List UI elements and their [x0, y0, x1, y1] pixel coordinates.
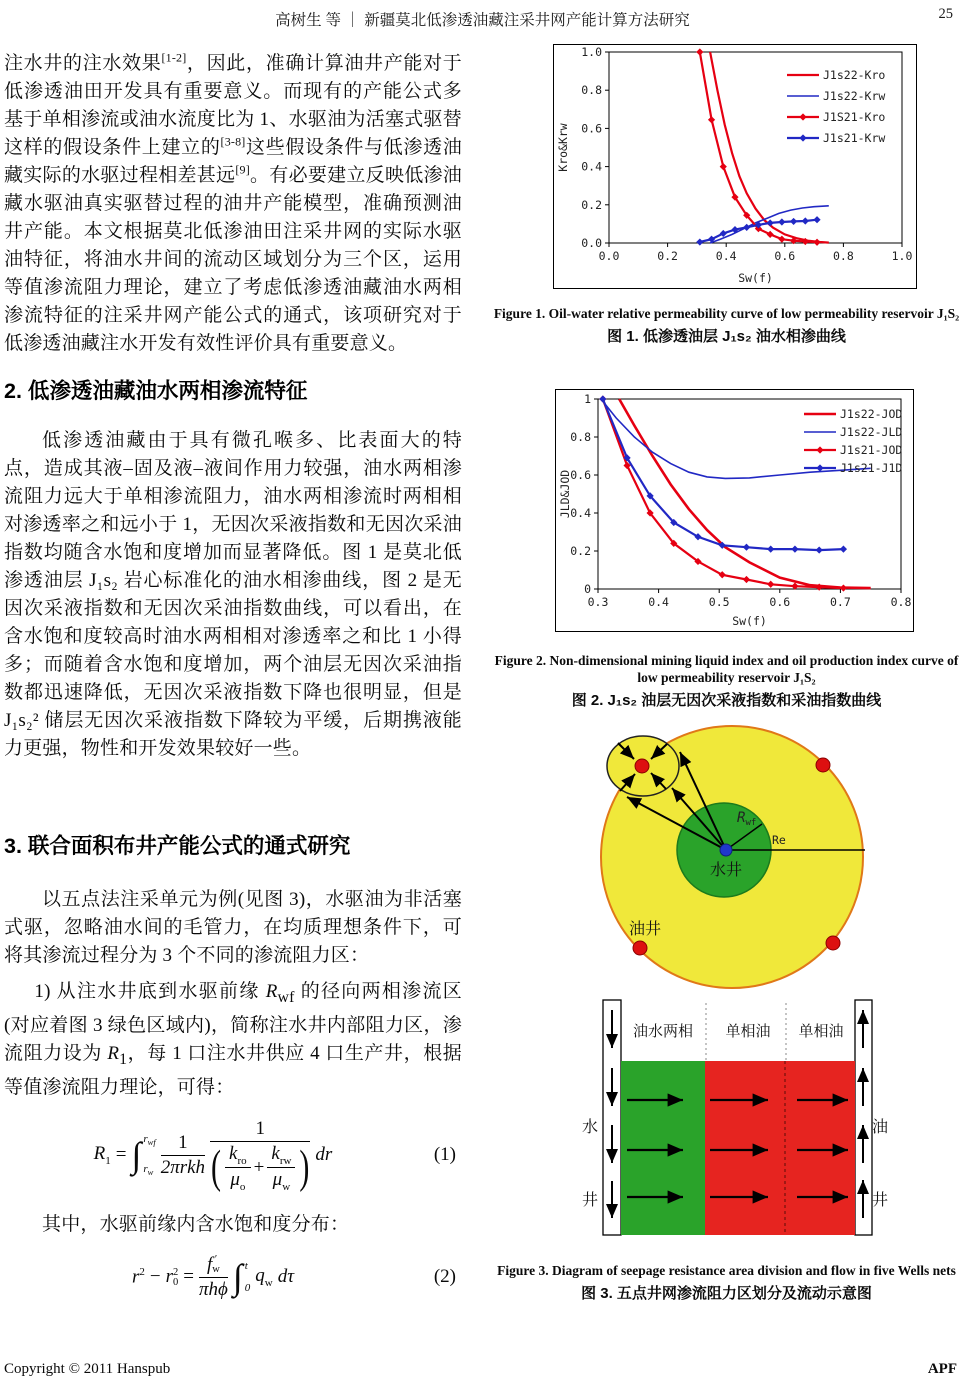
well-label: 井: [581, 1192, 599, 1209]
figure-3-diagram: [490, 718, 965, 1263]
citation-ref: [1-2]: [161, 50, 187, 65]
eq2-lhs: $r^2$: [132, 1266, 145, 1288]
oil-well-dot: [635, 759, 649, 773]
svg-text:0: 0: [584, 582, 591, 596]
fraction: $\frac{1}{\text{2πrkh}}$: [160, 1131, 206, 1178]
paragraph-section3: 以五点法注采单元为例(见图 3)，水驱油为非活塞式驱，忽略油水间的毛管力，在均质理想条件下，可将其渗流过程分为 3 个不同的渗流阻力区：: [4, 889, 462, 966]
minus-sign: −: [149, 1266, 161, 1288]
equation-1: [4, 1118, 462, 1194]
svg-text:0.0: 0.0: [598, 249, 620, 263]
section-heading-2: 2. 低渗透油藏油水两相渗流特征: [4, 379, 308, 403]
math-var: R: [107, 1042, 120, 1064]
svg-text:0.2: 0.2: [581, 197, 602, 212]
paragraph-text: 的径向两相渗流区(对应着图 3 绿色区域内)，简称注水井内部阻力区，渗流阻力设为: [4, 981, 462, 1064]
water-well-label: 水井: [709, 862, 743, 879]
equation-2: [4, 1249, 462, 1305]
text-column: [4, 50, 462, 1305]
fraction: $\frac{k_{ro}}{\mu_o}$: [225, 1143, 251, 1194]
paragraph-eq2-lead: 其中，水驱前缘内含水饱和度分布：: [42, 1214, 350, 1236]
svg-text:1: 1: [584, 392, 591, 406]
paragraph-section2: 低渗透油藏由于具有微孔喉多、比表面大的特点，造成其液–固及液–液间作用力较强，油水两相渗流阻力远大于单相渗流阻力，油水两相渗流时两相相对渗透率之和远小于 1，无因次采液指数和无因次采油指数均随含水饱和度增加而显著降低。图 1 是莫北低渗透油层 J₁s₂ 岩心标准化的油水相渗曲线，图 2 是无因次采液指数和无因次采油指数曲线，可以看出，在含水饱和度较高时油水两相相对渗透率之和比 1 小得多；而随着含水饱和度增加，两个油层无因次采油指数都迅速降低，无因次采液指数下降也很明显，但是 J₁s₂² 储层无因次采液指数下降较为平缓，后期携液能力更强，物性和开发效果较好一些。: [4, 430, 462, 759]
integral-bounds: $r_{wf}$ $r_w$: [143, 1133, 156, 1178]
equation-number: (1): [433, 1144, 456, 1166]
svg-text:J1s22-JOD: J1s22-JOD: [840, 407, 903, 421]
eq1-lhs: $R_1$: [93, 1143, 111, 1168]
citation-ref: [3-8]: [220, 134, 246, 149]
svg-text:0.8: 0.8: [833, 249, 854, 263]
equation-number: (2): [433, 1266, 456, 1288]
svg-text:J1s21-Krw: J1s21-Krw: [823, 131, 886, 145]
math-sub: 1: [119, 1050, 128, 1068]
eq2-lhs2: r 2 0: [165, 1266, 179, 1288]
figure-3-caption: [488, 1262, 965, 1303]
svg-text:0.2: 0.2: [657, 249, 678, 263]
single-phase-oil-zone-rect: [705, 1061, 855, 1235]
svg-text:0.8: 0.8: [581, 83, 602, 98]
figure-2-chart: [555, 389, 914, 632]
figure-1-chart: [553, 44, 917, 289]
running-header: 高树生 等 ｜ 新疆莫北低渗透油藏注采井网产能计算方法研究: [275, 12, 690, 29]
figure-2-caption-en: Figure 2. Non-dimensional mining liquid index and oil production index curve of low permeability reservoir J₁S₂: [494, 653, 959, 685]
water-injection-well-dot: [720, 844, 732, 856]
svg-text:0.6: 0.6: [774, 249, 796, 263]
fraction: 1 ( $\frac{k_{ro}}{\mu_o}$ + $\frac{k_{rw}}{\mu_w}$ ): [211, 1117, 310, 1194]
svg-text:0.6: 0.6: [581, 121, 602, 136]
paragraph-zone1: [4, 978, 462, 1102]
figure-3-caption-en: Figure 3. Diagram of seepage resistance area division and flow in five Wells nets: [497, 1263, 956, 1278]
paragraph-text: ，因此，准确计算油井产能对于低渗透油田开发具有重要意义。而现有的产能公式多基于单相渗流或油水流度比为 1、水驱油为活塞式驱替这样的假设条件上建立的: [4, 53, 462, 158]
svg-text:0.4: 0.4: [715, 249, 737, 263]
differential: dτ: [277, 1266, 294, 1288]
rwf-label: $R_{wf}$: [737, 810, 757, 828]
journal-tag: APF: [927, 1361, 957, 1377]
integral-sign: ∫: [232, 1257, 243, 1298]
figure-1-caption-cn: 图 1. 低渗透油层 J₁s₂ 油水相渗曲线: [607, 328, 846, 345]
figure-1-caption-en: Figure 1. Oil-water relative permeability curve of low permeability reservoir J₁S₂: [493, 306, 960, 321]
svg-text:0.4: 0.4: [648, 595, 669, 609]
svg-text:J1s22-Kro: J1s22-Kro: [823, 68, 886, 82]
oil-label: 油: [871, 1119, 889, 1136]
figure-2-caption: [488, 652, 965, 710]
svg-text:0.4: 0.4: [581, 159, 602, 174]
fraction: $\frac{k_{rw}}{\mu_w}$: [267, 1143, 295, 1194]
eq2-q: $q_w$: [255, 1265, 273, 1290]
svg-text:J1s22-JLD: J1s22-JLD: [840, 425, 903, 439]
svg-text:J1s21-JOD: J1s21-JOD: [840, 443, 903, 457]
svg-text:J1s21-J1D: J1s21-J1D: [840, 461, 903, 475]
right-paren: ): [299, 1141, 310, 1193]
svg-text:0.8: 0.8: [570, 430, 591, 444]
zone1-label: 油水两相: [632, 1023, 694, 1040]
svg-text:0.6: 0.6: [570, 468, 591, 482]
svg-text:Sw(f): Sw(f): [732, 614, 767, 628]
paragraph-text: 这些假设条件与低渗透油藏实际的水驱过程相差甚远: [4, 137, 462, 186]
fraction: f ′ w πhϕ: [199, 1253, 228, 1300]
integral-bounds: t 0: [244, 1260, 251, 1295]
paragraph-text: 注水井的注水效果: [4, 53, 162, 74]
math-var: R: [265, 981, 278, 1002]
svg-text:0.8: 0.8: [890, 595, 912, 609]
svg-text:J1s22-Krw: J1s22-Krw: [823, 89, 886, 103]
zone3-label: 单相油: [798, 1023, 844, 1040]
oil-well-dot: [826, 936, 840, 950]
figure-1-caption: [488, 305, 965, 346]
paragraph-text: ，每 1 口注水井供应 4 口生产井，根据等值渗流阻力理论，可得：: [4, 1042, 462, 1098]
math-sub: wf: [277, 988, 295, 1006]
page-number: 25: [938, 6, 953, 22]
section-heading-3: 3. 联合面积布井产能公式的通式研究: [4, 834, 351, 858]
figure-2-caption-cn: 图 2. J₁s₂ 油层无因次采液指数和采油指数曲线: [571, 692, 882, 709]
svg-text:0.3: 0.3: [587, 595, 609, 609]
figure-3-caption-cn: 图 3. 五点井网渗流阻力区划分及流动示意图: [581, 1285, 872, 1302]
svg-text:0.5: 0.5: [708, 595, 730, 609]
two-phase-zone-rect: [621, 1061, 705, 1235]
svg-text:J1S21-Kro: J1S21-Kro: [823, 110, 886, 124]
differential: dr: [315, 1144, 333, 1166]
paragraph-text: 。有必要建立反映低渗油藏水驱油真实驱替过程的油井产能模型，准确预测油井产能。本文根据莫北低渗油田注采井网的实际水驱油特征，将油水井间的流动区域划分为三个区，运用等值渗流阻力理论，建立了考虑低渗透油藏油水两相渗流特征的注采井网产能公式的通式，该项研究对于低渗透油藏注水开发有效性评价具有重要意义。: [4, 165, 462, 354]
left-paren: (: [211, 1141, 222, 1193]
svg-text:0.4: 0.4: [570, 506, 591, 520]
equals-sign: =: [183, 1266, 194, 1288]
oil-well-label: 油井: [628, 921, 662, 938]
svg-text:1.0: 1.0: [891, 249, 913, 263]
oil-well-dot: [816, 758, 830, 772]
paragraph-intro: [4, 50, 462, 358]
equals-sign: =: [115, 1144, 127, 1166]
svg-text:Kro&Krw: Kro&Krw: [556, 123, 570, 172]
svg-text:0.2: 0.2: [570, 544, 591, 558]
oil-well-dot: [633, 941, 647, 955]
re-label: Re: [772, 833, 786, 847]
citation-ref: [9]: [235, 162, 250, 177]
plus-sign: +: [253, 1156, 265, 1178]
svg-text:1.0: 1.0: [581, 45, 602, 59]
svg-text:JLD&JOD: JLD&JOD: [558, 469, 572, 519]
integral-sign: ∫: [131, 1135, 142, 1176]
svg-text:0.0: 0.0: [581, 236, 602, 250]
paragraph-text: 1) 从注水井底到水驱前缘: [34, 981, 266, 1002]
svg-text:0.6: 0.6: [769, 595, 791, 609]
svg-text:Sw(f): Sw(f): [738, 271, 773, 285]
copyright-text: Copyright © 2011 Hanspub: [4, 1361, 171, 1377]
water-label: 水: [581, 1119, 599, 1136]
well-label: 井: [871, 1192, 889, 1209]
zone2-label: 单相油: [725, 1023, 771, 1040]
svg-text:0.7: 0.7: [830, 595, 851, 609]
